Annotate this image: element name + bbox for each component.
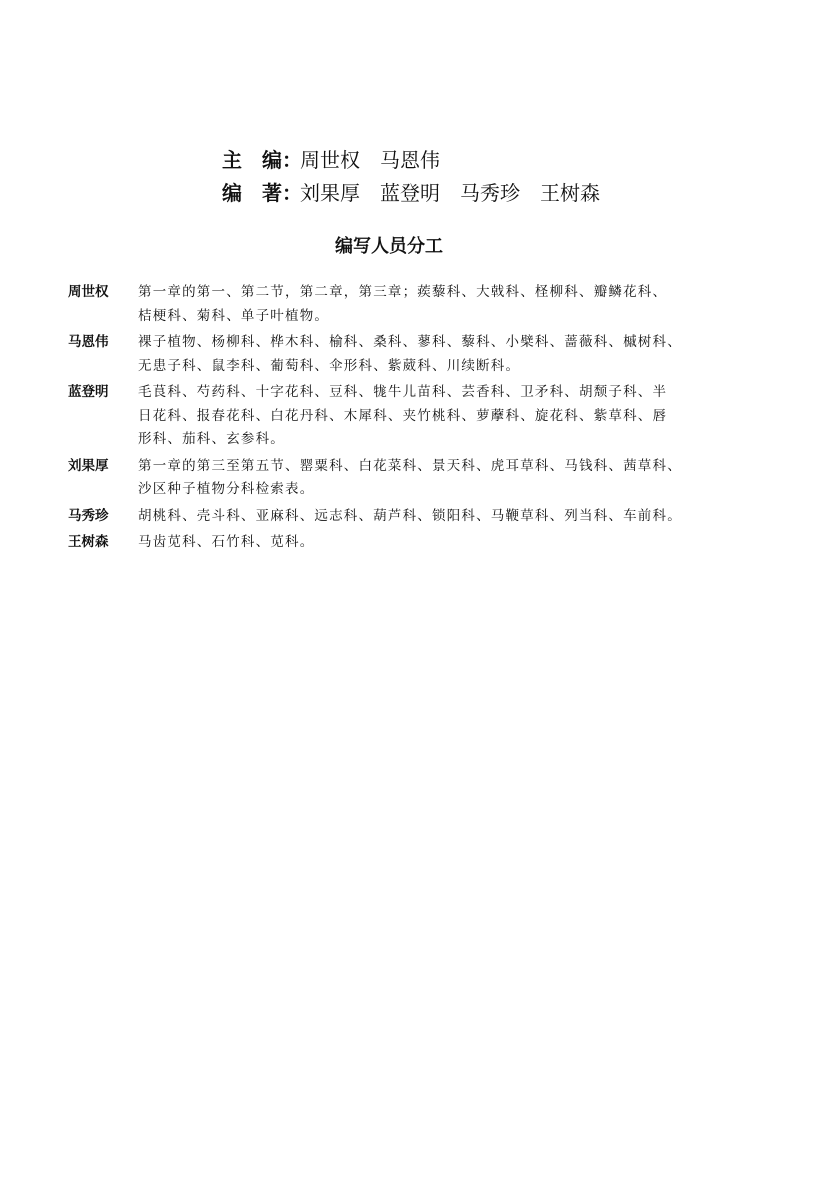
duty-line: 第一章的第三至第五节、罂粟科、白花菜科、景天科、虎耳草科、马钱科、茜草科、 <box>138 457 682 474</box>
staff-row <box>68 505 748 529</box>
authors-label: 编 著： <box>222 181 302 205</box>
staff-name: 蓝登明 <box>68 384 109 400</box>
staff-name: 王树森 <box>68 534 109 550</box>
duty-line: 无患子科、鼠李科、葡萄科、伞形科、紫葳科、川续断科。 <box>138 357 521 374</box>
staff-name: 刘果厚 <box>68 457 109 474</box>
staff-name: 马秀珍 <box>68 507 109 524</box>
chief-editors-line <box>222 144 782 177</box>
staff-duty <box>138 505 748 529</box>
duty-line: 第一章的第一、第二节，第二章，第三章；蒺藜科、大戟科、柽柳科、瓣鳞花科、 <box>138 284 668 300</box>
staff-division-list <box>68 281 748 558</box>
staff-row <box>68 281 748 328</box>
staff-row <box>68 381 748 452</box>
staff-name: 马恩伟 <box>68 334 109 350</box>
staff-duty <box>138 381 748 452</box>
staff-duty <box>138 281 748 328</box>
authors-line <box>222 177 782 210</box>
duty-line: 桔梗科、菊科、单子叶植物。 <box>138 307 330 324</box>
duty-line: 形科、茄科、玄参科。 <box>138 431 285 447</box>
duty-line: 毛茛科、芍药科、十字花科、豆科、牻牛儿苗科、芸香科、卫矛科、胡颓子科、半 <box>138 384 668 400</box>
staff-row <box>68 331 748 378</box>
staff-duty <box>138 455 748 502</box>
duty-line: 沙区种子植物分科检索表。 <box>138 481 315 497</box>
editors-block <box>222 144 782 210</box>
duty-line: 胡桃科、壳斗科、亚麻科、远志科、葫芦科、锁阳科、马鞭草科、列当科、车前科。 <box>138 507 682 524</box>
duty-line: 马齿苋科、石竹科、苋科。 <box>138 534 315 550</box>
authors-names: 刘果厚 蓝登明 马秀珍 王树森 <box>300 181 600 205</box>
chief-editor-names: 周世权 马恩伟 <box>300 148 440 172</box>
staff-row <box>68 455 748 502</box>
staff-row <box>68 531 748 555</box>
staff-duty <box>138 531 748 555</box>
staff-duty <box>138 331 748 378</box>
chief-editor-label: 主 编： <box>222 148 302 172</box>
duty-line: 裸子植物、杨柳科、桦木科、榆科、桑科、蓼科、藜科、小檗科、蔷薇科、槭树科、 <box>138 334 682 350</box>
duty-line: 日花科、报春花科、白花丹科、木犀科、夹竹桃科、萝藦科、旋花科、紫草科、唇 <box>138 407 668 424</box>
section-title: 编写人员分工 <box>335 236 443 257</box>
staff-name: 周世权 <box>68 284 109 300</box>
